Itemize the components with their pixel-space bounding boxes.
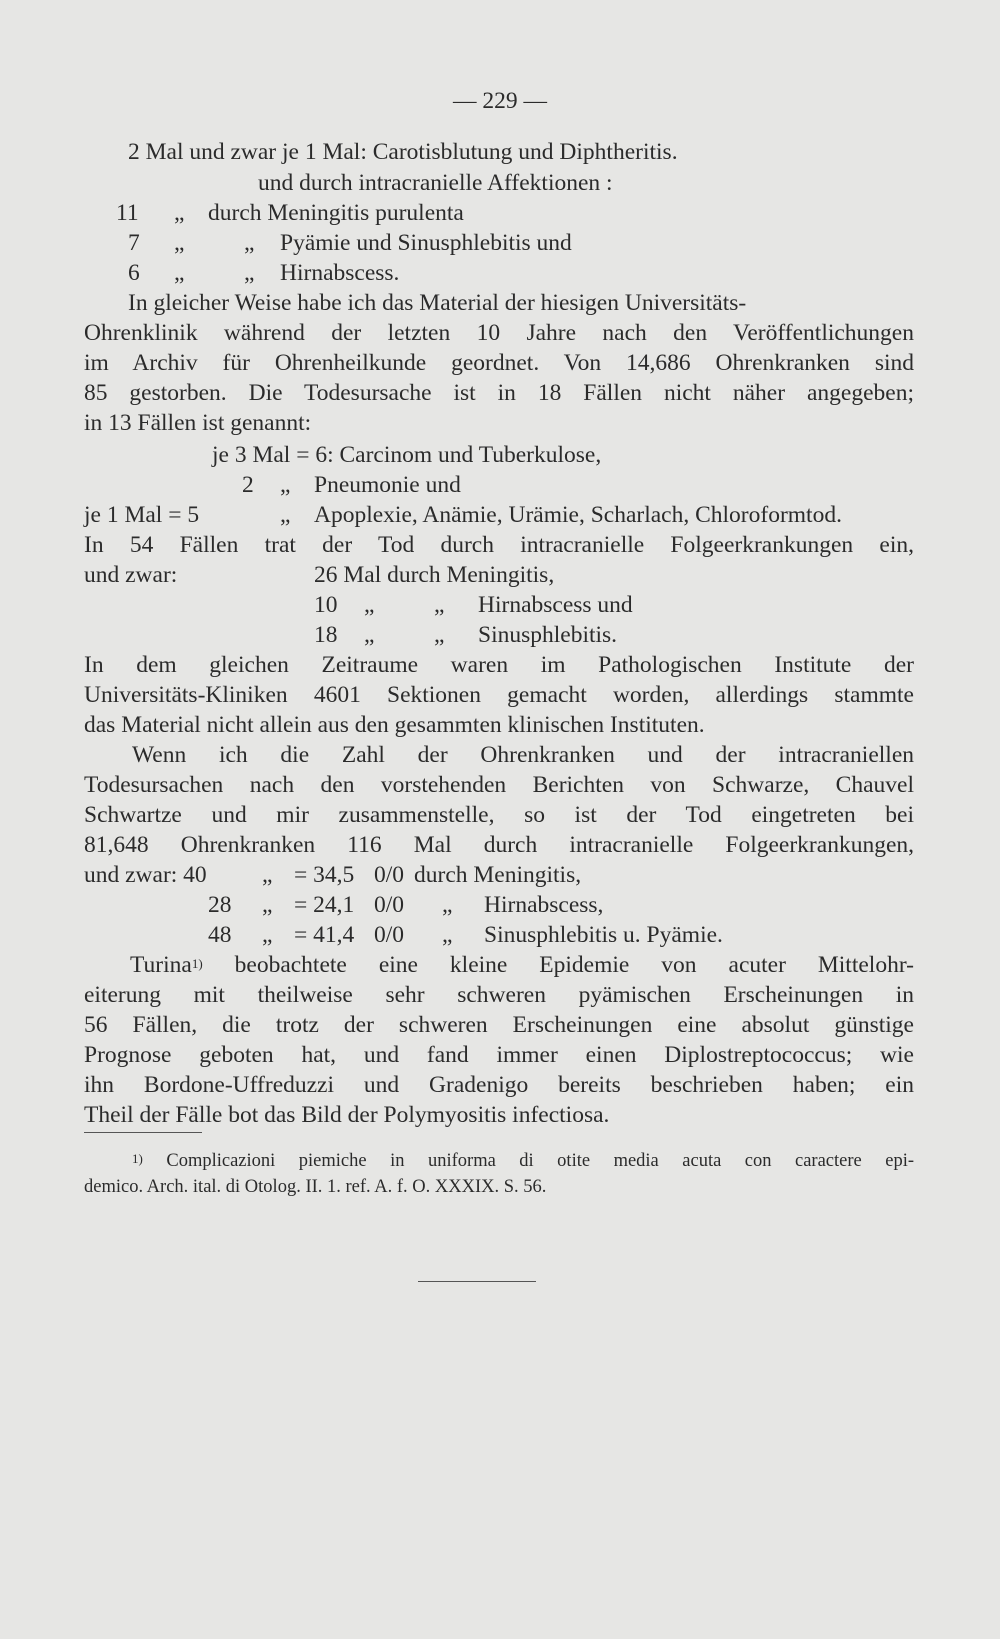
percent-sign: 0/0 (374, 892, 405, 918)
ditto-mark: „ (434, 592, 445, 618)
text-line: In gleicher Weise habe ich das Material der hiesigen Universitäts- (128, 290, 747, 316)
percentage-value: = 34,5 (294, 862, 355, 888)
page-number: — 229 — (453, 88, 547, 114)
footnote-separator (84, 1132, 202, 1133)
entry-text: 26 Mal durch Meningitis, (314, 562, 555, 588)
count: 18 (314, 622, 338, 648)
text-line: und durch intracranielle Affektionen : (258, 170, 613, 196)
text-line: Wenn ich die Zahl der Ohrenkranken und der intracraniellen (132, 742, 914, 768)
text-line: Universitäts-Kliniken 4601 Sektionen gemacht worden, allerdings stammte (84, 682, 914, 708)
entry-text: Hirnabscess. (280, 260, 400, 286)
count: 2 (242, 472, 254, 498)
ditto-mark: „ (244, 230, 255, 256)
text-line: 56 Fällen, die trotz der schweren Erscheinungen eine absolut günstige (84, 1012, 914, 1038)
text-line: ihn Bordone-Uffreduzzi und Gradenigo bereits beschrieben haben; ein (84, 1072, 914, 1098)
count: 10 (314, 592, 338, 618)
text-line: je 3 Mal = 6: Carcinom und Tuberkulose, (212, 442, 602, 468)
text-line: Prognose geboten hat, und fand immer einen Diplostreptococcus; wie (84, 1042, 914, 1068)
ditto-mark: „ (174, 200, 185, 226)
text-line: eiterung mit theilweise sehr schweren pyämischen Erscheinungen in (84, 982, 914, 1008)
count: 48 (208, 922, 232, 948)
percent-sign: 0/0 (374, 922, 405, 948)
text-line: Todesursachen nach den vorstehenden Berichten von Schwarze, Chauvel (84, 772, 914, 798)
percent-sign: 0/0 (374, 862, 405, 888)
ditto-mark: „ (442, 922, 453, 948)
entry-lead: und zwar: (84, 562, 178, 588)
entry-lead: je 1 Mal = 5 (84, 502, 200, 528)
count: 11 (116, 200, 139, 226)
footnote-reference: 1) (191, 956, 203, 971)
ditto-mark: „ (262, 922, 273, 948)
text-line: 81,648 Ohrenkranken 116 Mal durch intracranielle Folgeerkrankungen, (84, 832, 914, 858)
text-line (130, 950, 914, 981)
footnote-line: demico. Arch. ital. di Otolog. II. 1. ref. A. f. O. XXXIX. S. 56. (84, 1177, 547, 1197)
ditto-mark: „ (280, 472, 291, 498)
footnote-line (132, 1148, 914, 1174)
text-line: Ohrenklinik während der letzten 10 Jahre nach den Veröffentlichungen (84, 320, 914, 346)
percentage-value: = 24,1 (294, 892, 355, 918)
text-line: Theil der Fälle bot das Bild der Polymyositis infectiosa. (84, 1102, 610, 1128)
ditto-mark: „ (434, 622, 445, 648)
ditto-mark: „ (364, 592, 375, 618)
count: 7 (128, 230, 140, 256)
ditto-mark: „ (262, 892, 273, 918)
ditto-mark: „ (174, 260, 185, 286)
text-line: in 13 Fällen ist genannt: (84, 410, 312, 436)
text-line: Schwartze und mir zusammenstelle, so ist der Tod eingetreten bei (84, 802, 914, 828)
percentage-value: = 41,4 (294, 922, 355, 948)
text-line: das Material nicht allein aus den gesammten klinischen Instituten. (84, 712, 705, 738)
count: 28 (208, 892, 232, 918)
entry-text: durch Meningitis purulenta (208, 200, 464, 226)
line-text: beobachtete eine kleine Epidemie von acuter Mittelohr- (234, 952, 915, 978)
footnote-text: Complicazioni piemiche in uniforma di otite media acuta con caractere epi- (166, 1151, 914, 1171)
entry-text: durch Meningitis, (414, 862, 582, 888)
entry-lead: und zwar: 40 (84, 862, 207, 888)
text-line: 2 Mal und zwar je 1 Mal: Carotisblutung und Diphtheritis. (128, 139, 678, 165)
entry-text: Pneumonie und (314, 472, 461, 498)
ditto-mark: „ (280, 502, 291, 528)
text-line: In dem gleichen Zeitraume waren im Pathologischen Institute der (84, 652, 914, 678)
closing-rule (418, 1281, 536, 1282)
count: 6 (128, 260, 140, 286)
ditto-mark: „ (442, 892, 453, 918)
footnote-marker: 1) (132, 1151, 143, 1166)
entry-text: Apoplexie, Anämie, Urämie, Scharlach, Chloroformtod. (314, 502, 842, 528)
text-line: 85 gestorben. Die Todesursache ist in 18 Fällen nicht näher angegeben; (84, 380, 914, 406)
entry-text: Pyämie und Sinusphlebitis und (280, 230, 572, 256)
entry-text: Hirnabscess und (478, 592, 633, 618)
author-name: Turina (130, 952, 192, 978)
entry-text: Hirnabscess, (484, 892, 604, 918)
entry-text: Sinusphlebitis u. Pyämie. (484, 922, 723, 948)
ditto-mark: „ (244, 260, 255, 286)
ditto-mark: „ (262, 862, 273, 888)
ditto-mark: „ (174, 230, 185, 256)
ditto-mark: „ (364, 622, 375, 648)
text-line: In 54 Fällen trat der Tod durch intracranielle Folgeerkrankungen ein, (84, 532, 914, 558)
entry-text: Sinusphlebitis. (478, 622, 618, 648)
text-line: im Archiv für Ohrenheilkunde geordnet. Von 14,686 Ohrenkranken sind (84, 350, 914, 376)
